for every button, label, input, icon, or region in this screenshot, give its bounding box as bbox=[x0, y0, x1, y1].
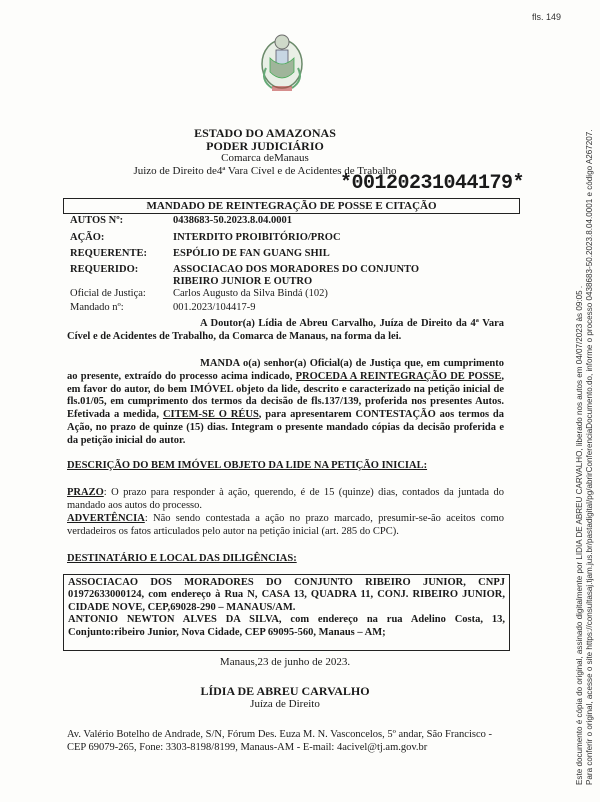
court-name: Juizo de Direito de4ª Vara Cível e de Acidentes de Trabalho bbox=[133, 165, 397, 177]
field-requerido: REQUERIDO: ASSOCIACAO DOS MORADORES DO CONJUNTO RIBEIRO JUNIOR E OUTRO bbox=[70, 264, 420, 287]
digital-signature-note: Este documento é cópia do original, assinado digitalmente por LIDIA DE ABREU CARVALHO, liberado nos autos em 04/07/2023 às 09:05 . Para conferir o original, acesse o site https://consultasaj.tjam.jus.br/pastadigital/pg/abrirConferenciaDocumento.do, informe o processo 0438683-50.2023.8.04.0001 e código A267207. bbox=[575, 129, 594, 785]
recipient-item: ASSOCIACAO DOS MORADORES DO CONJUNTO RIBEIRO JUNIOR, CNPJ 01972633000124, com endereço à Rua N, CASA 13, QUADRA 11, CONJ. RIBEIRO JUNIOR, CIDADE NOVE, CEP,69028-290 – MANAUS/AM. bbox=[68, 577, 505, 613]
recipients-heading: DESTINATÁRIO E LOCAL DAS DILIGÊNCIAS: bbox=[67, 553, 297, 564]
field-mandado: Mandado nº: 001.2023/104417-9 bbox=[70, 302, 256, 313]
signature-name: LÍDIA DE ABREU CARVALHO bbox=[200, 684, 370, 698]
advertencia-paragraph: ADVERTÊNCIA: Não sendo contestada a ação no prazo marcado, presumir-se-ão aceitos como verdadeiros os fatos articulados pelo autor na petição inicial (art. 285 do CPC). bbox=[67, 513, 504, 537]
document-title: MANDADO DE REINTEGRAÇÃO DE POSSE E CITAÇÃO bbox=[63, 198, 520, 214]
footer-address: Av. Valério Botelho de Andrade, S/N, Fórum Des. Euza M. N. Vasconcelos, 5º andar, São Francisco - CEP 69079-265, Fone: 3303-8198/8199, Manaus-AM - E-mail: 4acivel@tj.am.gov.br bbox=[67, 729, 492, 753]
signature-role: Juíza de Direito bbox=[250, 698, 320, 710]
barcode-text: *00120231044179* bbox=[340, 172, 525, 195]
coat-of-arms-emblem bbox=[252, 28, 312, 98]
description-heading: DESCRIÇÃO DO BEM IMÓVEL OBJETO DA LIDE NA PETIÇÃO INICIAL: bbox=[67, 460, 428, 471]
intro-paragraph: A Doutor(a) Lídia de Abreu Carvalho, Juíza de Direito da 4ª Vara Cível e de Acidentes de Trabalho, da Comarca de Manaus, na forma da lei. bbox=[67, 318, 504, 342]
field-autos: AUTOS Nº: 0438683-50.2023.8.04.0001 bbox=[70, 215, 292, 226]
judicial-power: PODER JUDICIÁRIO bbox=[206, 139, 324, 153]
date-line: Manaus,23 de junho de 2023. bbox=[219, 656, 351, 668]
state-name: ESTADO DO AMAZONAS bbox=[194, 126, 336, 140]
field-oficial: Oficial de Justiça: Carlos Augusto da Silva Bindá (102) bbox=[70, 288, 328, 299]
recipients-box bbox=[63, 574, 510, 651]
field-acao: AÇÃO: INTERDITO PROIBITÓRIO/PROC bbox=[70, 232, 341, 243]
page-number: fls. 149 bbox=[532, 12, 562, 22]
order-paragraph: MANDA o(a) senhor(a) Oficial(a) de Justiça que, em cumprimento ao presente, extraído do processo acima indicado, PROCEDA A REINTEGRAÇÃO DE POSSE, em favor do autor, do bem IMÓVEL objeto da lide, descrito e caracterizado na petição inicial de fls.01/05, em cumprimento dos termos da decisão de fls.137/139, proferida nos presentes Autos. Efetivada a medida, CITEM-SE O RÉUS, para apresentarem CONTESTAÇÃO aos termos da Ação, no prazo de quinze (15) dias. Integram o presente mandado cópias da decisão proferida e da petição inicial do autor. bbox=[67, 358, 505, 446]
district-name: Comarca deManaus bbox=[221, 152, 309, 164]
recipient-item: ANTONIO NEWTON ALVES DA SILVA, com endereço na rua Adelino Costa, 13, Conjunto:ribeiro Junior, Nova Cidade, CEP 69095-560, Manaus – AM; bbox=[68, 614, 505, 638]
prazo-paragraph: PRAZO: O prazo para responder à ação, querendo, é de 15 (quinze) dias, contados da juntada do mandado aos autos do processo. bbox=[67, 487, 504, 511]
field-requerente: REQUERENTE: ESPÓLIO DE FAN GUANG SHIL bbox=[70, 248, 330, 259]
